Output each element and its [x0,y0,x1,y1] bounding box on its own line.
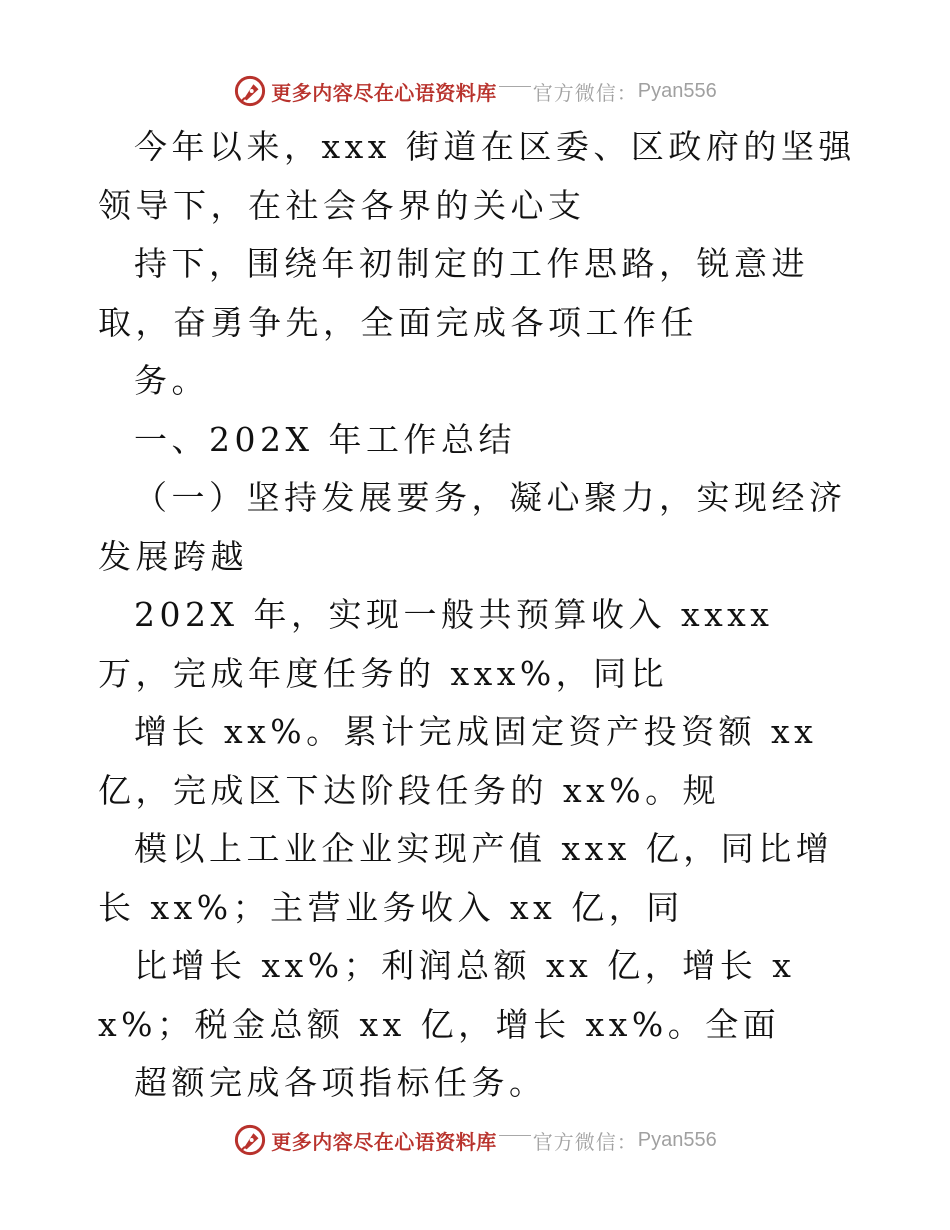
document-body [98,118,858,1113]
paragraph-line: 比增长 xx%；利润总额 xx 亿，增长 xx%；税金总额 xx 亿，增长 xx%。全面 [98,946,796,1044]
watermark-account-id: Pyan556 [637,1128,717,1151]
paragraph-line: 今年以来，xxx 街道在区委、区政府的坚强领导下，在社会各界的关心支 [98,127,856,225]
paragraph-line: 持下，围绕年初制定的工作思路，锐意进取，奋勇争先，全面完成各项工作任 [98,244,809,342]
watermark-sub-text: 官方微信： [532,80,638,105]
paragraph-line: 202X 年，实现一般共预算收入 xxxx 万，完成年度任务的 xxx%，同比 [98,595,774,693]
paragraph-line: 超额完成各项指标任务。 [134,1063,547,1102]
pen-nib-circle-icon [233,1123,267,1157]
watermark-dash [499,86,531,87]
watermark-brand-text: 更多内容尽在心语资料库 [271,80,497,105]
paragraph-line: 务。 [134,361,209,400]
watermark-account-id: Pyan556 [637,79,717,102]
subsection-heading: （一）坚持发展要务，凝心聚力，实现经济发展跨越 [98,478,847,576]
section-heading: 一、202X 年工作总结 [134,419,516,459]
watermark-dash [499,1135,531,1136]
watermark-sub-text: 官方微信： [532,1129,638,1154]
header-watermark [0,71,950,111]
paragraph-line: 模以上工业企业实现产值 xxx 亿，同比增长 xx%；主营业务收入 xx 亿，同 [98,829,834,927]
watermark-brand-text: 更多内容尽在心语资料库 [271,1129,497,1154]
pen-nib-circle-icon [233,74,267,108]
paragraph-line: 增长 xx%。累计完成固定资产投资额 xx 亿，完成区下达阶段任务的 xx%。规 [98,712,818,810]
footer-watermark [0,1120,950,1160]
